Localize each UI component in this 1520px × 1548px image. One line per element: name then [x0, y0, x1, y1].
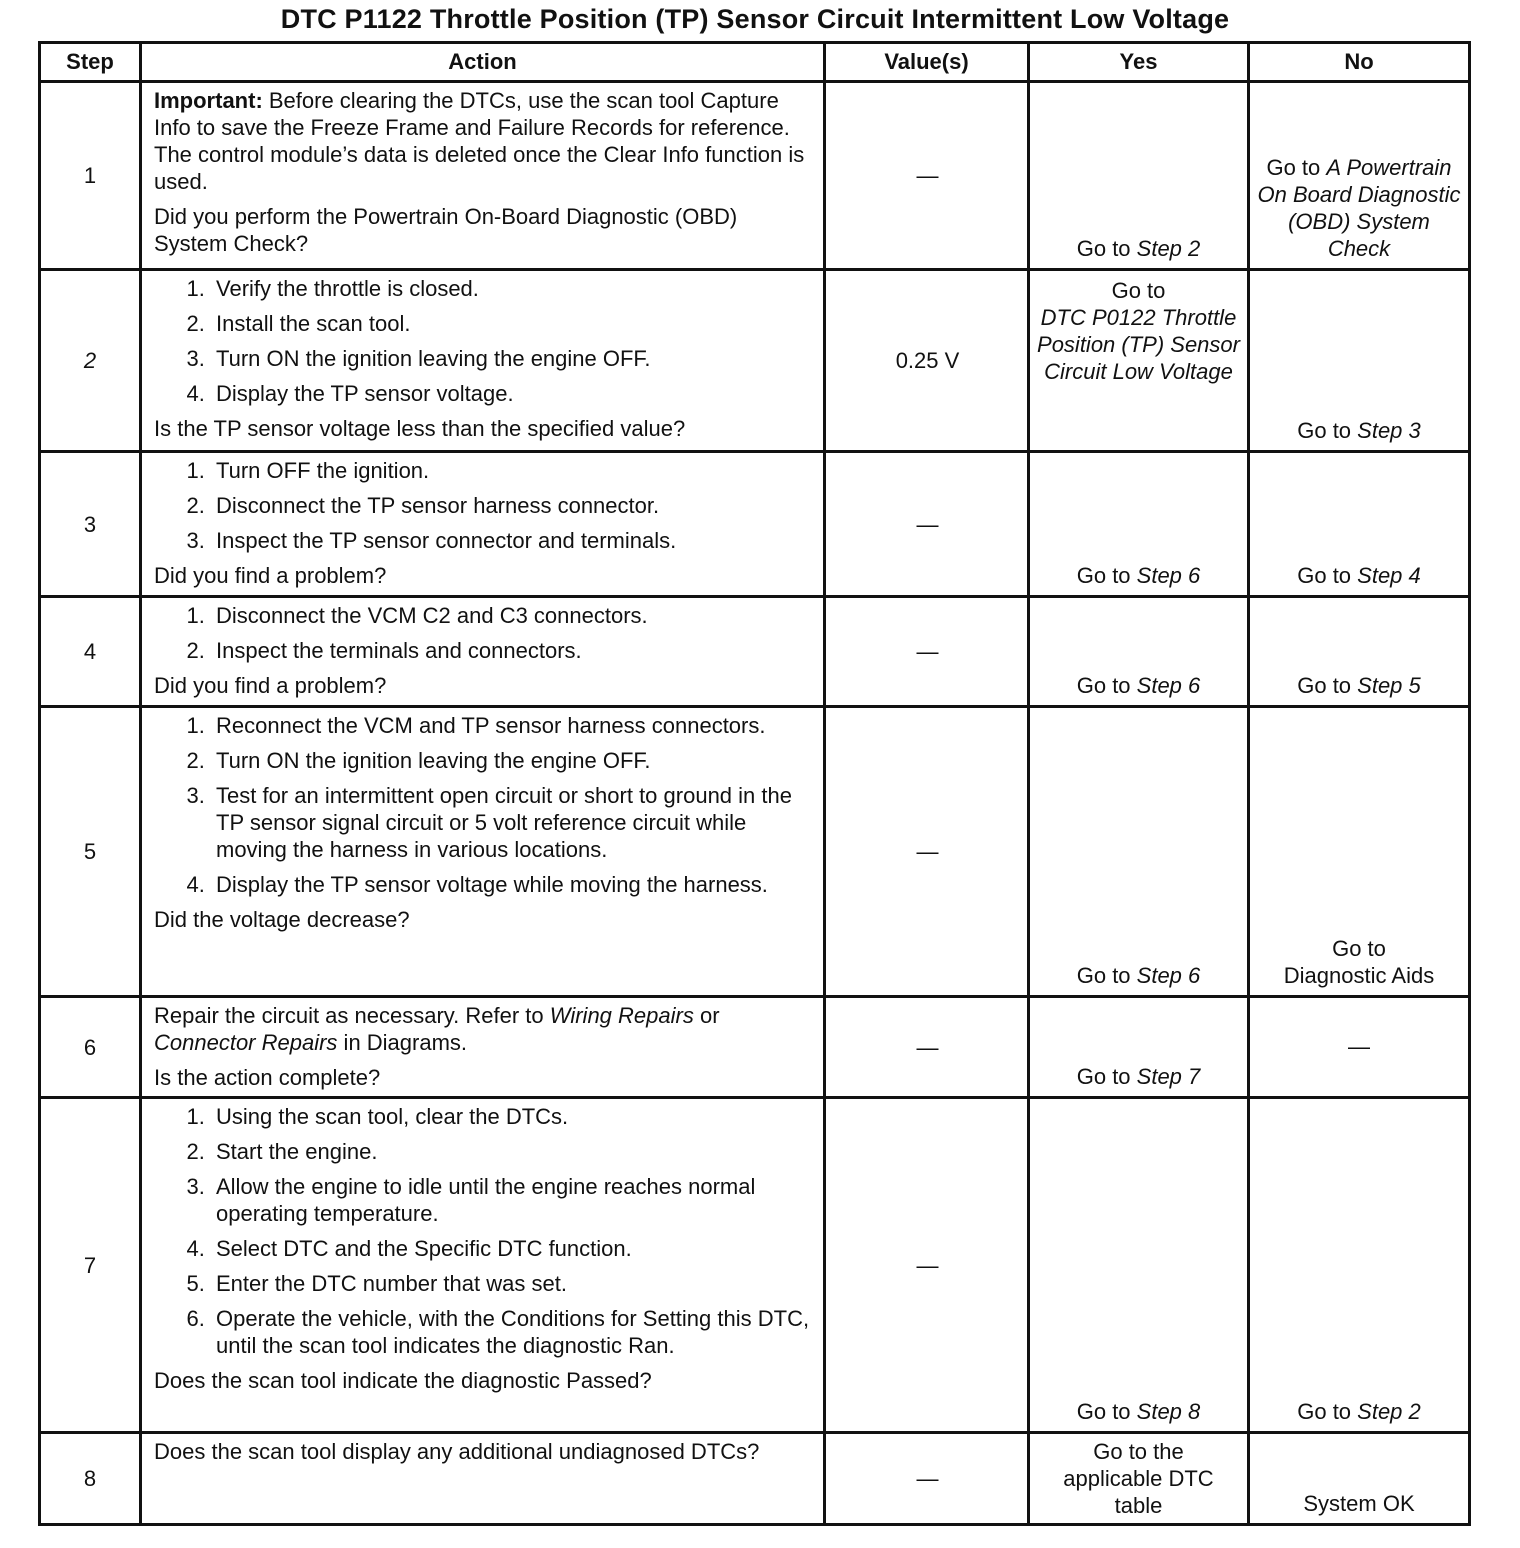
no-link[interactable]: A Powertrain On Board Diagnostic (OBD) System Check — [1257, 155, 1461, 261]
list-item: 2. Disconnect the TP sensor harness connector. — [211, 492, 813, 519]
no-prefix: Go to — [1297, 563, 1358, 588]
yes-link[interactable]: Step 6 — [1136, 963, 1201, 988]
action-cell — [141, 270, 825, 452]
action-text-a: Repair the circuit as necessary. Refer to — [154, 1003, 550, 1028]
header-values: Value(s) — [825, 43, 1029, 82]
table-row — [40, 270, 1470, 452]
value-cell: — — [825, 707, 1029, 997]
step-number: 5 — [40, 707, 141, 997]
action-question: Did the voltage decrease? — [154, 907, 410, 932]
no-prefix: Go to — [1297, 1399, 1358, 1424]
list-item: 1. Verify the throttle is closed. — [211, 275, 813, 302]
action-text-c: in Diagrams. — [337, 1030, 468, 1055]
action-steps — [154, 712, 813, 898]
value-cell: — — [825, 1098, 1029, 1433]
list-item: 5. Enter the DTC number that was set. — [211, 1270, 813, 1297]
yes-prefix: Go to — [1076, 673, 1137, 698]
yes-cell — [1029, 707, 1249, 997]
action-cell — [141, 997, 825, 1098]
list-item: 3. Allow the engine to idle until the engine reaches normal operating temperature. — [211, 1173, 813, 1227]
step-number: 8 — [40, 1433, 141, 1525]
action-question: Did you find a problem? — [154, 673, 387, 698]
list-item: 3. Inspect the TP sensor connector and terminals. — [211, 527, 813, 554]
yes-prefix: Go to — [1076, 963, 1137, 988]
value-cell: — — [825, 597, 1029, 707]
action-cell — [141, 452, 825, 597]
table-row — [40, 452, 1470, 597]
action-cell — [141, 1098, 825, 1433]
action-question: Did you perform the Powertrain On-Board Diagnostic (OBD) System Check? — [154, 204, 738, 256]
list-item: 3. Turn ON the ignition leaving the engine OFF. — [211, 345, 813, 372]
list-item: 1. Using the scan tool, clear the DTCs. — [211, 1103, 813, 1130]
action-question: Is the action complete? — [154, 1065, 381, 1090]
list-item: 3. Test for an intermittent open circuit or short to ground in the TP sensor signal circuit or 5 volt reference circuit while moving the harness in various locations. — [211, 782, 813, 863]
action-cell — [141, 707, 825, 997]
no-prefix: Go to — [1297, 418, 1358, 443]
no-link[interactable]: Step 2 — [1357, 1399, 1421, 1424]
no-link[interactable]: Step 4 — [1357, 563, 1421, 588]
list-item: 2. Turn ON the ignition leaving the engine OFF. — [211, 747, 813, 774]
step-number: 2 — [40, 270, 141, 452]
value-cell: — — [825, 452, 1029, 597]
no-cell — [1249, 707, 1470, 997]
table-row — [40, 82, 1470, 270]
list-item: 1. Reconnect the VCM and TP sensor harness connectors. — [211, 712, 813, 739]
list-item: 4. Display the TP sensor voltage while moving the harness. — [211, 871, 813, 898]
action-question: Does the scan tool indicate the diagnostic Passed? — [154, 1368, 652, 1393]
yes-link[interactable]: Step 2 — [1136, 236, 1201, 261]
action-cell — [141, 1433, 825, 1525]
table-row — [40, 707, 1470, 997]
yes-link[interactable]: DTC P0122 Throttle Position (TP) Sensor Circuit Low Voltage — [1037, 305, 1240, 384]
yes-link[interactable]: Step 8 — [1136, 1399, 1201, 1424]
list-item: 6. Operate the vehicle, with the Conditions for Setting this DTC, until the scan tool indicates the diagnostic Ran. — [211, 1305, 813, 1359]
value-cell: 0.25 V — [825, 270, 1029, 452]
yes-prefix: Go to — [1111, 278, 1166, 303]
yes-cell — [1029, 270, 1249, 452]
no-link[interactable]: Step 3 — [1357, 418, 1421, 443]
table-header-row — [40, 43, 1470, 82]
table-row — [40, 1098, 1470, 1433]
wiring-repairs-link[interactable]: Wiring Repairs — [549, 1003, 694, 1028]
step-number: 3 — [40, 452, 141, 597]
step-number: 1 — [40, 82, 141, 270]
list-item: 1. Turn OFF the ignition. — [211, 457, 813, 484]
list-item: 1. Disconnect the VCM C2 and C3 connectors. — [211, 602, 813, 629]
list-item: 4. Display the TP sensor voltage. — [211, 380, 813, 407]
action-steps — [154, 1103, 813, 1359]
table-row — [40, 1433, 1470, 1525]
list-item: 2. Install the scan tool. — [211, 310, 813, 337]
yes-link[interactable]: Go to the applicable DTC table — [1063, 1439, 1214, 1518]
action-steps — [154, 275, 813, 407]
action-steps — [154, 457, 813, 554]
yes-prefix: Go to — [1076, 1399, 1137, 1424]
action-steps — [154, 602, 813, 664]
no-cell — [1249, 1098, 1470, 1433]
no-link[interactable]: Step 5 — [1357, 673, 1421, 698]
no-cell — [1249, 597, 1470, 707]
header-yes: Yes — [1029, 43, 1249, 82]
header-no: No — [1249, 43, 1470, 82]
action-text-b: or — [693, 1003, 720, 1028]
step-number: 4 — [40, 597, 141, 707]
yes-link[interactable]: Step 6 — [1136, 673, 1201, 698]
page-title: DTC P1122 Throttle Position (TP) Sensor Circuit Intermittent Low Voltage — [280, 4, 1230, 34]
yes-link[interactable]: Step 6 — [1136, 563, 1201, 588]
connector-repairs-link[interactable]: Connector Repairs — [154, 1030, 338, 1055]
action-text — [154, 1002, 813, 1056]
no-cell — [1249, 452, 1470, 597]
no-prefix: Go to — [1332, 936, 1386, 961]
header-step: Step — [40, 43, 141, 82]
table-row — [40, 597, 1470, 707]
yes-prefix: Go to — [1076, 236, 1137, 261]
yes-cell — [1029, 997, 1249, 1098]
step-number: 6 — [40, 997, 141, 1098]
action-question: Does the scan tool display any additional undiagnosed DTCs? — [154, 1439, 760, 1464]
list-item: 2. Inspect the terminals and connectors. — [211, 637, 813, 664]
no-cell: — — [1249, 997, 1470, 1098]
important-text: Before clearing the DTCs, use the scan tool Capture Info to save the Freeze Frame and Failure Records for reference. The control module’s data is deleted once the Clear Info function is used. — [154, 88, 805, 194]
action-cell — [141, 597, 825, 707]
value-cell: — — [825, 997, 1029, 1098]
list-item: 4. Select DTC and the Specific DTC function. — [211, 1235, 813, 1262]
header-action: Action — [141, 43, 825, 82]
no-cell — [1249, 270, 1470, 452]
value-cell: — — [825, 82, 1029, 270]
no-result: System OK — [1303, 1491, 1415, 1516]
action-question: Is the TP sensor voltage less than the specified value? — [154, 416, 686, 441]
action-cell — [141, 82, 825, 270]
important-label: Important: — [154, 88, 263, 113]
step-number: 7 — [40, 1098, 141, 1433]
no-link[interactable]: Diagnostic Aids — [1283, 963, 1435, 988]
diagnostic-table — [38, 41, 1471, 1526]
yes-link[interactable]: Step 7 — [1136, 1064, 1201, 1089]
yes-cell — [1029, 1433, 1249, 1525]
no-cell — [1249, 82, 1470, 270]
yes-cell — [1029, 597, 1249, 707]
no-cell — [1249, 1433, 1470, 1525]
important-note — [154, 87, 813, 195]
yes-cell — [1029, 452, 1249, 597]
action-question: Did you find a problem? — [154, 563, 387, 588]
yes-prefix: Go to — [1076, 1064, 1137, 1089]
table-row — [40, 997, 1470, 1098]
yes-cell — [1029, 82, 1249, 270]
yes-cell — [1029, 1098, 1249, 1433]
no-prefix: Go to — [1266, 155, 1327, 180]
no-prefix: Go to — [1297, 673, 1358, 698]
list-item: 2. Start the engine. — [211, 1138, 813, 1165]
yes-prefix: Go to — [1076, 563, 1137, 588]
value-cell: — — [825, 1433, 1029, 1525]
